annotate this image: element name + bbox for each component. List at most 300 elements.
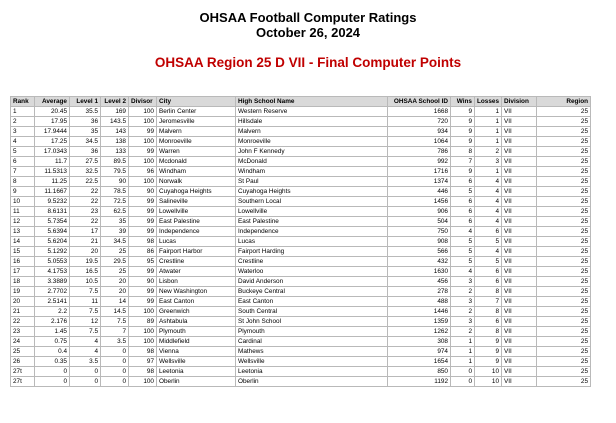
table-cell: 5.6394 (35, 227, 70, 237)
table-cell: 4 (475, 197, 502, 207)
table-cell: Wellsville (157, 357, 236, 367)
table-cell: 138 (101, 137, 129, 147)
table-cell: New Washington (157, 287, 236, 297)
table-cell: 9 (11, 187, 35, 197)
table-cell: 25 (537, 277, 591, 287)
table-cell: Berlin Center (157, 107, 236, 117)
table-cell: 10 (475, 367, 502, 377)
table-cell: 3 (475, 157, 502, 167)
table-cell: 8 (451, 147, 475, 157)
table-cell: VII (502, 217, 537, 227)
table-row (11, 347, 591, 357)
table-cell: 25 (537, 267, 591, 277)
table-cell: 133 (101, 147, 129, 157)
table-cell: 0 (451, 377, 475, 387)
table-cell: South Central (236, 307, 388, 317)
table-cell: Cardinal (236, 337, 388, 347)
table-row (11, 307, 591, 317)
region-subtitle: OHSAA Region 25 D VII - Final Computer Points (154, 55, 462, 70)
table-cell: 99 (129, 227, 157, 237)
table-cell: 3.5 (101, 337, 129, 347)
table-cell: 4 (475, 217, 502, 227)
column-header: City (157, 97, 236, 107)
table-cell: 6 (475, 267, 502, 277)
table-cell: 992 (388, 157, 451, 167)
table-cell: 4 (11, 137, 35, 147)
table-cell: 0.75 (35, 337, 70, 347)
table-cell: 89.5 (101, 157, 129, 167)
table-cell: VII (502, 347, 537, 357)
table-cell: 1 (475, 117, 502, 127)
table-cell: 89 (129, 317, 157, 327)
table-cell: 1.45 (35, 327, 70, 337)
table-cell: 0 (451, 367, 475, 377)
table-cell: 25 (101, 267, 129, 277)
table-cell: 25 (537, 297, 591, 307)
table-cell: 1 (475, 167, 502, 177)
table-cell: 11 (11, 207, 35, 217)
table-cell: 8 (475, 307, 502, 317)
table-cell: 1192 (388, 377, 451, 387)
table-row (11, 167, 591, 177)
table-cell: East Canton (157, 297, 236, 307)
table-cell: 100 (129, 327, 157, 337)
table-cell: Western Reserve (236, 107, 388, 117)
table-cell: 10 (11, 197, 35, 207)
table-cell: 9 (451, 167, 475, 177)
table-cell: VII (502, 137, 537, 147)
table-cell: 9 (451, 117, 475, 127)
column-header: Division (502, 97, 537, 107)
table-cell: VII (502, 287, 537, 297)
table-cell: 11.7 (35, 157, 70, 167)
table-cell: 1 (11, 107, 35, 117)
table-cell: Salineville (157, 197, 236, 207)
table-cell: Plymouth (157, 327, 236, 337)
table-cell: 25 (537, 107, 591, 117)
table-body (11, 107, 591, 387)
table-cell: 36 (70, 147, 101, 157)
table-cell: VII (502, 177, 537, 187)
table-cell: 432 (388, 257, 451, 267)
table-cell: VII (502, 377, 537, 387)
table-cell: 100 (129, 177, 157, 187)
table-row (11, 337, 591, 347)
table-cell: 5.6204 (35, 237, 70, 247)
table-cell: 34.5 (70, 137, 101, 147)
table-cell: 6 (451, 207, 475, 217)
table-cell: VII (502, 257, 537, 267)
table-cell: 16.5 (70, 267, 101, 277)
table-cell: 4 (70, 347, 101, 357)
table-cell: 79.5 (101, 167, 129, 177)
table-cell: 99 (129, 287, 157, 297)
table-cell: 25 (537, 227, 591, 237)
table-cell: 14 (101, 297, 129, 307)
table-row (11, 287, 591, 297)
table-cell: 25 (537, 137, 591, 147)
table-cell: 446 (388, 187, 451, 197)
table-cell: 97 (129, 357, 157, 367)
table-cell: 2 (451, 307, 475, 317)
table-cell: 4 (451, 267, 475, 277)
table-cell: Greenwich (157, 307, 236, 317)
table-cell: 1630 (388, 267, 451, 277)
table-cell: 100 (129, 117, 157, 127)
table-cell: Mathews (236, 347, 388, 357)
table-cell: 906 (388, 207, 451, 217)
column-header: OHSAA School ID (388, 97, 451, 107)
table-cell: 25 (537, 287, 591, 297)
table-cell: VII (502, 157, 537, 167)
table-cell: 100 (129, 337, 157, 347)
table-cell: VII (502, 127, 537, 137)
table-cell: 78.5 (101, 187, 129, 197)
table-cell: McDonald (236, 157, 388, 167)
table-cell: 90 (101, 177, 129, 187)
table-cell: 99 (129, 217, 157, 227)
table-cell: 98 (129, 237, 157, 247)
table-cell: VII (502, 307, 537, 317)
column-header: High School Name (236, 97, 388, 107)
table-cell: 2 (11, 117, 35, 127)
table-cell: 6 (11, 157, 35, 167)
table-cell: Oberlin (236, 377, 388, 387)
table-cell: VII (502, 367, 537, 377)
table-cell: VII (502, 277, 537, 287)
table-cell: 99 (129, 147, 157, 157)
table-cell: 1 (475, 107, 502, 117)
table-cell: VII (502, 357, 537, 367)
table-cell: 10 (475, 377, 502, 387)
table-cell: 143.5 (101, 117, 129, 127)
table-cell: Cuyahoga Heights (236, 187, 388, 197)
table-cell: 0 (35, 367, 70, 377)
table-row (11, 217, 591, 227)
column-header: Region (537, 97, 591, 107)
table-cell: 4 (475, 247, 502, 257)
table-cell: 100 (129, 307, 157, 317)
table-cell: Buckeye Central (236, 287, 388, 297)
table-cell: 25 (537, 127, 591, 137)
table-cell: Southern Local (236, 197, 388, 207)
table-cell: 25 (537, 307, 591, 317)
ratings-table (10, 96, 591, 387)
table-row (11, 127, 591, 137)
table-cell: 5.7354 (35, 217, 70, 227)
table-cell: Windham (157, 167, 236, 177)
table-cell: East Canton (236, 297, 388, 307)
table-cell: 934 (388, 127, 451, 137)
table-cell: 86 (129, 247, 157, 257)
table-cell: VII (502, 167, 537, 177)
table-cell: East Palestine (236, 217, 388, 227)
table-cell: 32.5 (70, 167, 101, 177)
table-cell: Cuyahoga Heights (157, 187, 236, 197)
table-row (11, 117, 591, 127)
table-cell: 5 (475, 237, 502, 247)
table-cell: 1 (475, 137, 502, 147)
table-cell: 750 (388, 227, 451, 237)
table-cell: St Paul (236, 177, 388, 187)
table-cell: 720 (388, 117, 451, 127)
table-cell: 1456 (388, 197, 451, 207)
table-cell: 35 (101, 217, 129, 227)
table-row (11, 317, 591, 327)
column-header: Level 1 (70, 97, 101, 107)
table-cell: VII (502, 197, 537, 207)
table-cell: 20 (11, 297, 35, 307)
table-row (11, 297, 591, 307)
table-cell: 5 (451, 247, 475, 257)
table-cell: 7.5 (70, 307, 101, 317)
table-cell: 7 (11, 167, 35, 177)
table-cell: 504 (388, 217, 451, 227)
table-cell: 786 (388, 147, 451, 157)
table-cell: 1 (451, 337, 475, 347)
table-row (11, 257, 591, 267)
column-header: Losses (475, 97, 502, 107)
table-cell: 908 (388, 237, 451, 247)
table-cell: Leetonia (236, 367, 388, 377)
table-cell: 6 (451, 197, 475, 207)
table-cell: 25 (537, 347, 591, 357)
table-row (11, 237, 591, 247)
table-cell: Oberlin (157, 377, 236, 387)
table-cell: 1 (451, 357, 475, 367)
table-cell: 25 (537, 257, 591, 267)
table-cell: Mcdonald (157, 157, 236, 167)
table-cell: 1446 (388, 307, 451, 317)
table-cell: 2 (475, 147, 502, 157)
table-row (11, 177, 591, 187)
table-cell: 9 (475, 357, 502, 367)
table-row (11, 367, 591, 377)
table-row (11, 247, 591, 257)
table-cell: 21 (70, 237, 101, 247)
table-cell: 974 (388, 347, 451, 357)
table-row (11, 277, 591, 287)
table-cell: 25 (537, 177, 591, 187)
table-row (11, 267, 591, 277)
table-cell: 12 (70, 317, 101, 327)
table-cell: 2 (451, 287, 475, 297)
table-cell: Hillsdale (236, 117, 388, 127)
table-cell: 1064 (388, 137, 451, 147)
table-cell: 25 (537, 147, 591, 157)
table-cell: 1 (451, 347, 475, 357)
table-cell: VII (502, 107, 537, 117)
table-cell: 25 (537, 367, 591, 377)
table-cell: Lowellville (236, 207, 388, 217)
table-cell: 22 (11, 317, 35, 327)
table-cell: 1716 (388, 167, 451, 177)
table-cell: 17 (11, 267, 35, 277)
table-cell: 0 (101, 377, 129, 387)
table-cell: 3 (451, 277, 475, 287)
table-cell: Plymouth (236, 327, 388, 337)
table-cell: 20 (101, 277, 129, 287)
table-cell: 11 (70, 297, 101, 307)
table-cell: 0 (101, 347, 129, 357)
table-cell: Middlefield (157, 337, 236, 347)
table-cell: Leetonia (157, 367, 236, 377)
table-cell: 14.5 (101, 307, 129, 317)
table-cell: Wellsville (236, 357, 388, 367)
table-cell: Independence (157, 227, 236, 237)
table-cell: 7 (101, 327, 129, 337)
table-cell: 19 (11, 287, 35, 297)
table-cell: 8.6131 (35, 207, 70, 217)
table-cell: VII (502, 337, 537, 347)
table-cell: Crestline (157, 257, 236, 267)
table-cell: 8 (475, 327, 502, 337)
table-cell: 25 (537, 117, 591, 127)
table-cell: 9.5232 (35, 197, 70, 207)
table-cell: 143 (101, 127, 129, 137)
table-cell: 488 (388, 297, 451, 307)
table-cell: Jeromesville (157, 117, 236, 127)
table-cell: 25 (537, 187, 591, 197)
table-cell: Norwalk (157, 177, 236, 187)
table-cell: 3 (11, 127, 35, 137)
table-cell: 169 (101, 107, 129, 117)
table-cell: 25 (537, 217, 591, 227)
table-cell: 1262 (388, 327, 451, 337)
table-cell: 36 (70, 117, 101, 127)
table-cell: Lisbon (157, 277, 236, 287)
table-cell: 90 (129, 187, 157, 197)
table-cell: 17.95 (35, 117, 70, 127)
table-cell: 3 (451, 317, 475, 327)
table-cell: 7.5 (101, 317, 129, 327)
table-cell: 7 (475, 297, 502, 307)
table-cell: 5 (451, 257, 475, 267)
table-cell: 8 (475, 287, 502, 297)
table-cell: 12 (11, 217, 35, 227)
table-cell: Fairport Harbor (157, 247, 236, 257)
table-cell: 2.176 (35, 317, 70, 327)
table-cell: 2.2 (35, 307, 70, 317)
table-cell: 29.5 (101, 257, 129, 267)
table-cell: 98 (129, 367, 157, 377)
table-cell: Fairport Harding (236, 247, 388, 257)
table-cell: 3.5 (70, 357, 101, 367)
column-header: Divisor (129, 97, 157, 107)
ratings-date: October 26, 2024 (255, 25, 361, 40)
column-header: Wins (451, 97, 475, 107)
table-cell: 1359 (388, 317, 451, 327)
table-cell: East Palestine (157, 217, 236, 227)
table-cell: 20 (101, 287, 129, 297)
table-cell: 25 (537, 197, 591, 207)
table-row (11, 147, 591, 157)
table-cell: 11.1667 (35, 187, 70, 197)
table-cell: Vienna (157, 347, 236, 357)
table-cell: 27.5 (70, 157, 101, 167)
table-row (11, 327, 591, 337)
table-cell: 72.5 (101, 197, 129, 207)
table-cell: 17 (70, 227, 101, 237)
table-cell: Independence (236, 227, 388, 237)
table-cell: John F Kennedy (236, 147, 388, 157)
table-cell: 20 (70, 247, 101, 257)
table-cell: 100 (129, 137, 157, 147)
table-cell: Monroeville (157, 137, 236, 147)
table-cell: 5 (11, 147, 35, 157)
table-cell: 11.25 (35, 177, 70, 187)
table-row (11, 227, 591, 237)
table-cell: 39 (101, 227, 129, 237)
column-header: Average (35, 97, 70, 107)
table-cell: 1374 (388, 177, 451, 187)
table-cell: 5 (475, 257, 502, 267)
table-cell: 5 (451, 187, 475, 197)
table-row (11, 137, 591, 147)
table-cell: 0.4 (35, 347, 70, 357)
table-cell: 22.5 (70, 177, 101, 187)
table-cell: 90 (129, 277, 157, 287)
table-cell: 22 (70, 217, 101, 227)
table-cell: 6 (451, 177, 475, 187)
table-cell: 25 (537, 157, 591, 167)
table-cell: 23 (70, 207, 101, 217)
table-cell: 25 (11, 347, 35, 357)
table-cell: 7.5 (70, 327, 101, 337)
table-cell: 6 (475, 277, 502, 287)
table-cell: 17.9444 (35, 127, 70, 137)
table-cell: 15 (11, 247, 35, 257)
table-cell: Waterloo (236, 267, 388, 277)
table-cell: 6 (475, 227, 502, 237)
table-row (11, 357, 591, 367)
table-cell: VII (502, 247, 537, 257)
table-cell: 34.5 (101, 237, 129, 247)
table-cell: 95 (129, 257, 157, 267)
table-cell: VII (502, 237, 537, 247)
table-cell: Malvern (236, 127, 388, 137)
table-cell: 25 (537, 247, 591, 257)
table-cell: 308 (388, 337, 451, 347)
table-cell: Ashtabula (157, 317, 236, 327)
table-cell: 99 (129, 267, 157, 277)
table-cell: 25 (537, 327, 591, 337)
table-cell: 100 (129, 107, 157, 117)
table-cell: 4 (70, 337, 101, 347)
table-cell: 100 (129, 157, 157, 167)
table-row (11, 207, 591, 217)
table-cell: 5 (451, 237, 475, 247)
table-cell: 22 (70, 197, 101, 207)
table-row (11, 377, 591, 387)
table-cell: 25 (537, 317, 591, 327)
table-cell: 4 (475, 187, 502, 197)
table-cell: 25 (537, 357, 591, 367)
table-cell: 27t (11, 367, 35, 377)
table-cell: 4 (451, 227, 475, 237)
table-cell: 278 (388, 287, 451, 297)
table-cell: 456 (388, 277, 451, 287)
table-cell: 7.5 (70, 287, 101, 297)
table-cell: 566 (388, 247, 451, 257)
table-cell: Warren (157, 147, 236, 157)
table-cell: VII (502, 187, 537, 197)
table-cell: 25 (537, 337, 591, 347)
table-cell: 98 (129, 347, 157, 357)
table-cell: St John School (236, 317, 388, 327)
table-cell: Monroeville (236, 137, 388, 147)
table-cell: VII (502, 117, 537, 127)
